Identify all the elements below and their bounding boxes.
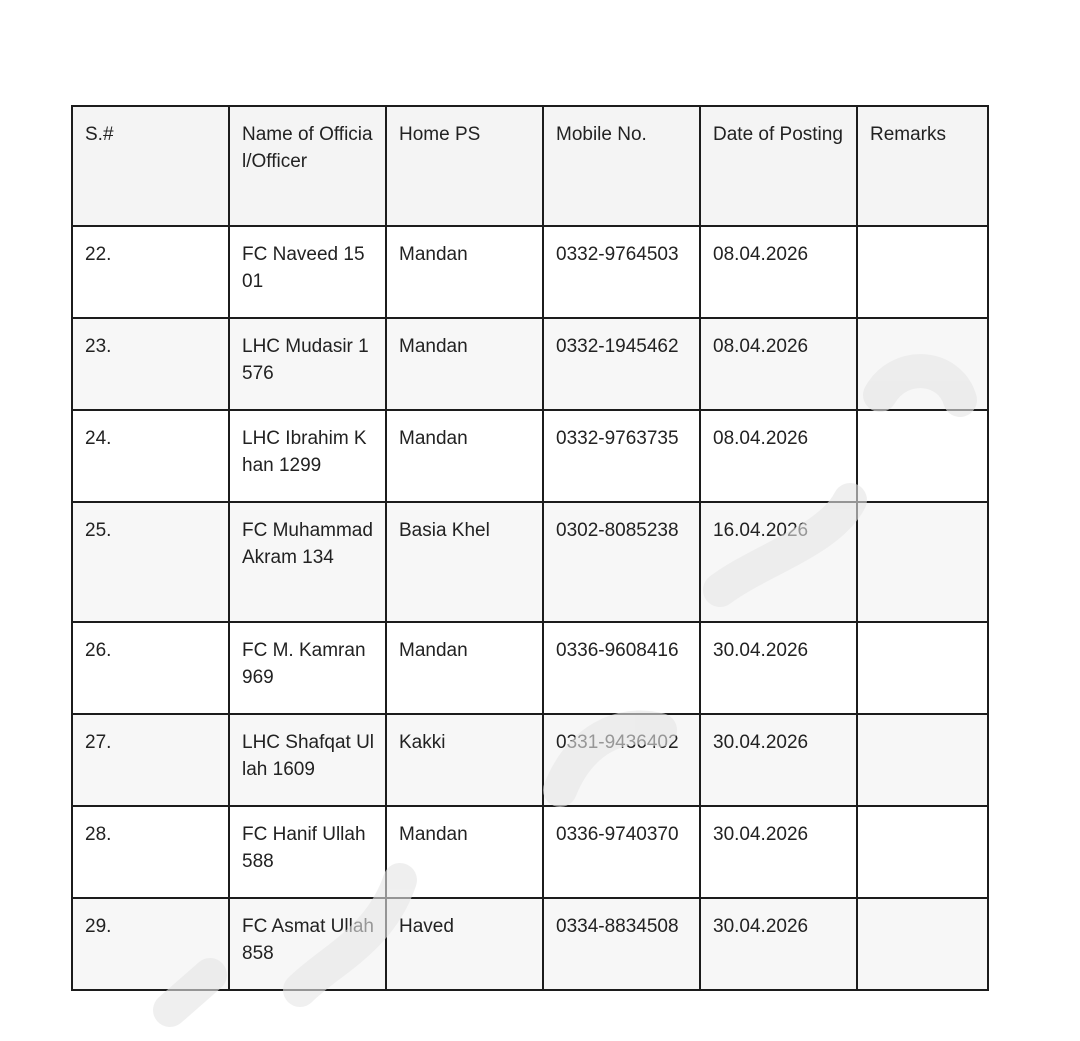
cell-mobile: 0336-9608416 <box>543 622 700 714</box>
cell-home-ps: Basia Khel <box>386 502 543 622</box>
cell-home-ps: Mandan <box>386 806 543 898</box>
cell-serial: 28. <box>72 806 229 898</box>
cell-date: 08.04.2026 <box>700 318 857 410</box>
cell-date: 30.04.2026 <box>700 622 857 714</box>
cell-serial: 23. <box>72 318 229 410</box>
table-row <box>72 898 988 990</box>
cell-mobile: 0332-9763735 <box>543 410 700 502</box>
table-row <box>72 318 988 410</box>
cell-name: FC Muhammad Akram 134 <box>229 502 386 622</box>
cell-name: LHC Shafqat Ullah 1609 <box>229 714 386 806</box>
header-date: Date of Posting <box>700 106 857 226</box>
cell-date: 30.04.2026 <box>700 714 857 806</box>
table-row <box>72 714 988 806</box>
cell-serial: 29. <box>72 898 229 990</box>
cell-remarks <box>857 898 988 990</box>
cell-mobile: 0336-9740370 <box>543 806 700 898</box>
cell-remarks <box>857 806 988 898</box>
cell-mobile: 0302-8085238 <box>543 502 700 622</box>
cell-serial: 22. <box>72 226 229 318</box>
cell-name: LHC Mudasir 1576 <box>229 318 386 410</box>
posting-table <box>71 105 989 991</box>
cell-serial: 26. <box>72 622 229 714</box>
cell-name: LHC Ibrahim Khan 1299 <box>229 410 386 502</box>
cell-remarks <box>857 622 988 714</box>
table-row <box>72 622 988 714</box>
cell-date: 08.04.2026 <box>700 410 857 502</box>
table-row <box>72 226 988 318</box>
table-header-row <box>72 106 988 226</box>
cell-name: FC Hanif Ullah 588 <box>229 806 386 898</box>
cell-home-ps: Mandan <box>386 318 543 410</box>
cell-home-ps: Haved <box>386 898 543 990</box>
header-home-ps: Home PS <box>386 106 543 226</box>
table-row <box>72 806 988 898</box>
table-row <box>72 410 988 502</box>
cell-remarks <box>857 226 988 318</box>
cell-serial: 25. <box>72 502 229 622</box>
cell-name: FC M. Kamran 969 <box>229 622 386 714</box>
header-serial: S.# <box>72 106 229 226</box>
header-remarks: Remarks <box>857 106 988 226</box>
cell-date: 30.04.2026 <box>700 898 857 990</box>
cell-remarks <box>857 502 988 622</box>
cell-date: 16.04.2026 <box>700 502 857 622</box>
header-name: Name of Official/Officer <box>229 106 386 226</box>
cell-remarks <box>857 410 988 502</box>
cell-name: FC Naveed 1501 <box>229 226 386 318</box>
header-mobile: Mobile No. <box>543 106 700 226</box>
cell-mobile: 0332-9764503 <box>543 226 700 318</box>
cell-mobile: 0331-9436402 <box>543 714 700 806</box>
cell-name: FC Asmat Ullah 858 <box>229 898 386 990</box>
cell-serial: 27. <box>72 714 229 806</box>
cell-remarks <box>857 714 988 806</box>
cell-date: 30.04.2026 <box>700 806 857 898</box>
cell-home-ps: Mandan <box>386 226 543 318</box>
cell-serial: 24. <box>72 410 229 502</box>
cell-home-ps: Mandan <box>386 622 543 714</box>
table-row <box>72 502 988 622</box>
cell-mobile: 0334-8834508 <box>543 898 700 990</box>
cell-mobile: 0332-1945462 <box>543 318 700 410</box>
cell-home-ps: Kakki <box>386 714 543 806</box>
cell-date: 08.04.2026 <box>700 226 857 318</box>
cell-remarks <box>857 318 988 410</box>
cell-home-ps: Mandan <box>386 410 543 502</box>
